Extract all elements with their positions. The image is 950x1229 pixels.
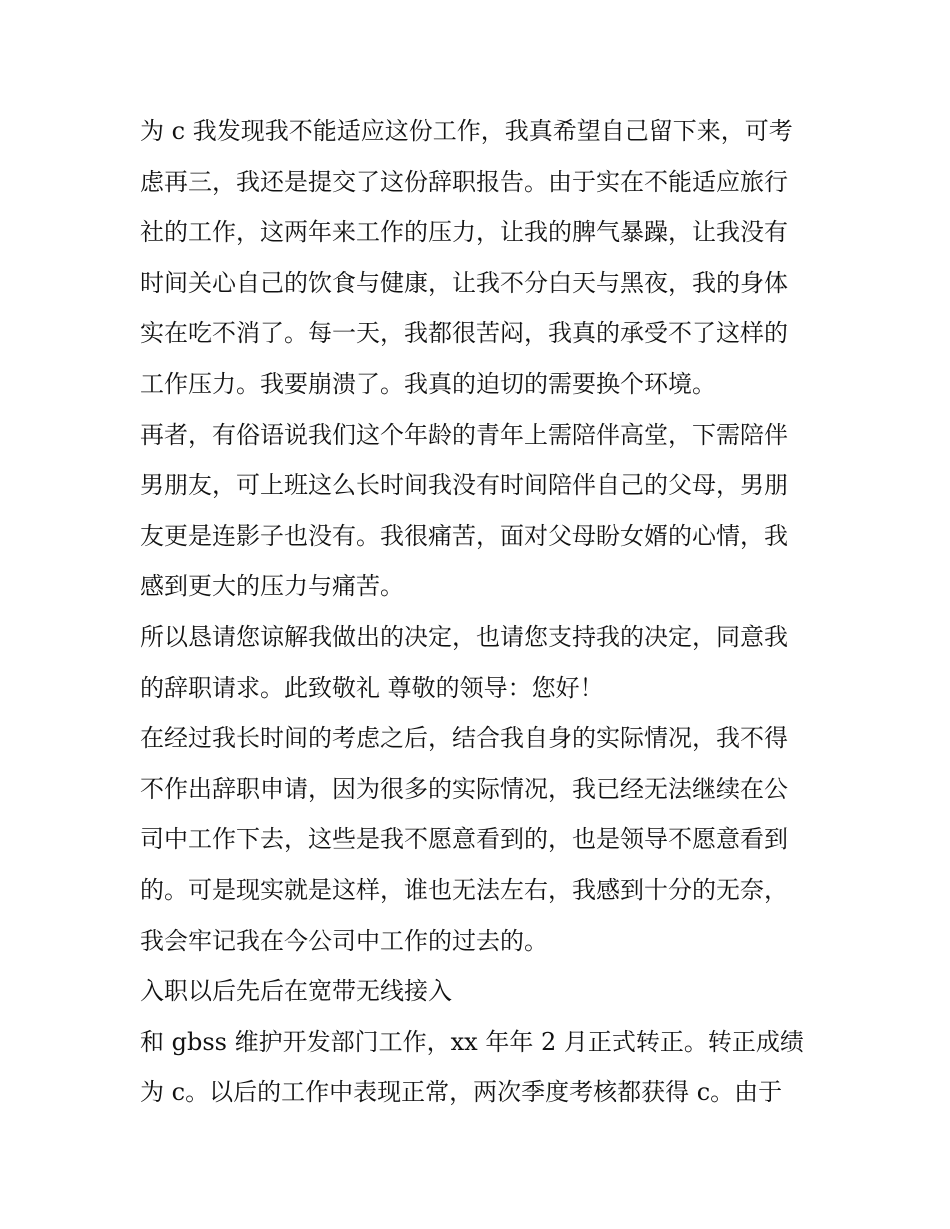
text-line: 和 gbss 维护开发部门工作，xx 年年 2 月正式转正。转正成绩 (140, 1027, 804, 1056)
text-line: 虑再三，我还是提交了这份辞职报告。由于实在不能适应旅行 (140, 167, 788, 196)
text-line: 在经过我长时间的考虑之后，结合我自身的实际情况，我不得 (140, 724, 788, 753)
text-line: 的。可是现实就是这样，谁也无法左右，我感到十分的无奈， (140, 875, 788, 904)
text-line: 所以恳请您谅解我做出的决定，也请您支持我的决定，同意我 (140, 622, 788, 651)
text-line: 感到更大的压力与痛苦。 (140, 572, 404, 601)
text-line: 我会牢记我在今公司中工作的过去的。 (140, 926, 548, 955)
text-line: 实在吃不消了。每一天，我都很苦闷，我真的承受不了这样的 (140, 319, 788, 348)
text-line: 为 c 我发现我不能适应这份工作，我真希望自己留下来，可考 (140, 117, 793, 145)
text-line: 工作压力。我要崩溃了。我真的迫切的需要换个环境。 (140, 369, 716, 398)
text-line: 男朋友，可上班这么长时间我没有时间陪伴自己的父母，男朋 (140, 471, 788, 500)
text-line: 为 c。以后的工作中表现正常，两次季度考核都获得 c。由于 (140, 1078, 783, 1107)
text-line: 友更是连影子也没有。我很痛苦，面对父母盼女婿的心情，我 (140, 521, 788, 550)
text-line: 不作出辞职申请，因为很多的实际情况，我已经无法继续在公 (140, 774, 788, 803)
text-line: 时间关心自己的饮食与健康，让我不分白天与黑夜，我的身体 (140, 268, 788, 297)
text-line: 再者，有俗语说我们这个年龄的青年上需陪伴高堂，下需陪伴 (140, 420, 788, 449)
text-line: 的辞职请求。此致敬礼 尊敬的领导：您好！ (140, 673, 604, 702)
text-line: 司中工作下去，这些是我不愿意看到的，也是领导不愿意看到 (140, 825, 788, 854)
text-line: 社的工作，这两年来工作的压力，让我的脾气暴躁，让我没有 (140, 218, 788, 247)
text-line: 入职以后先后在宽带无线接入 (140, 977, 452, 1006)
document-body (140, 106, 820, 1118)
